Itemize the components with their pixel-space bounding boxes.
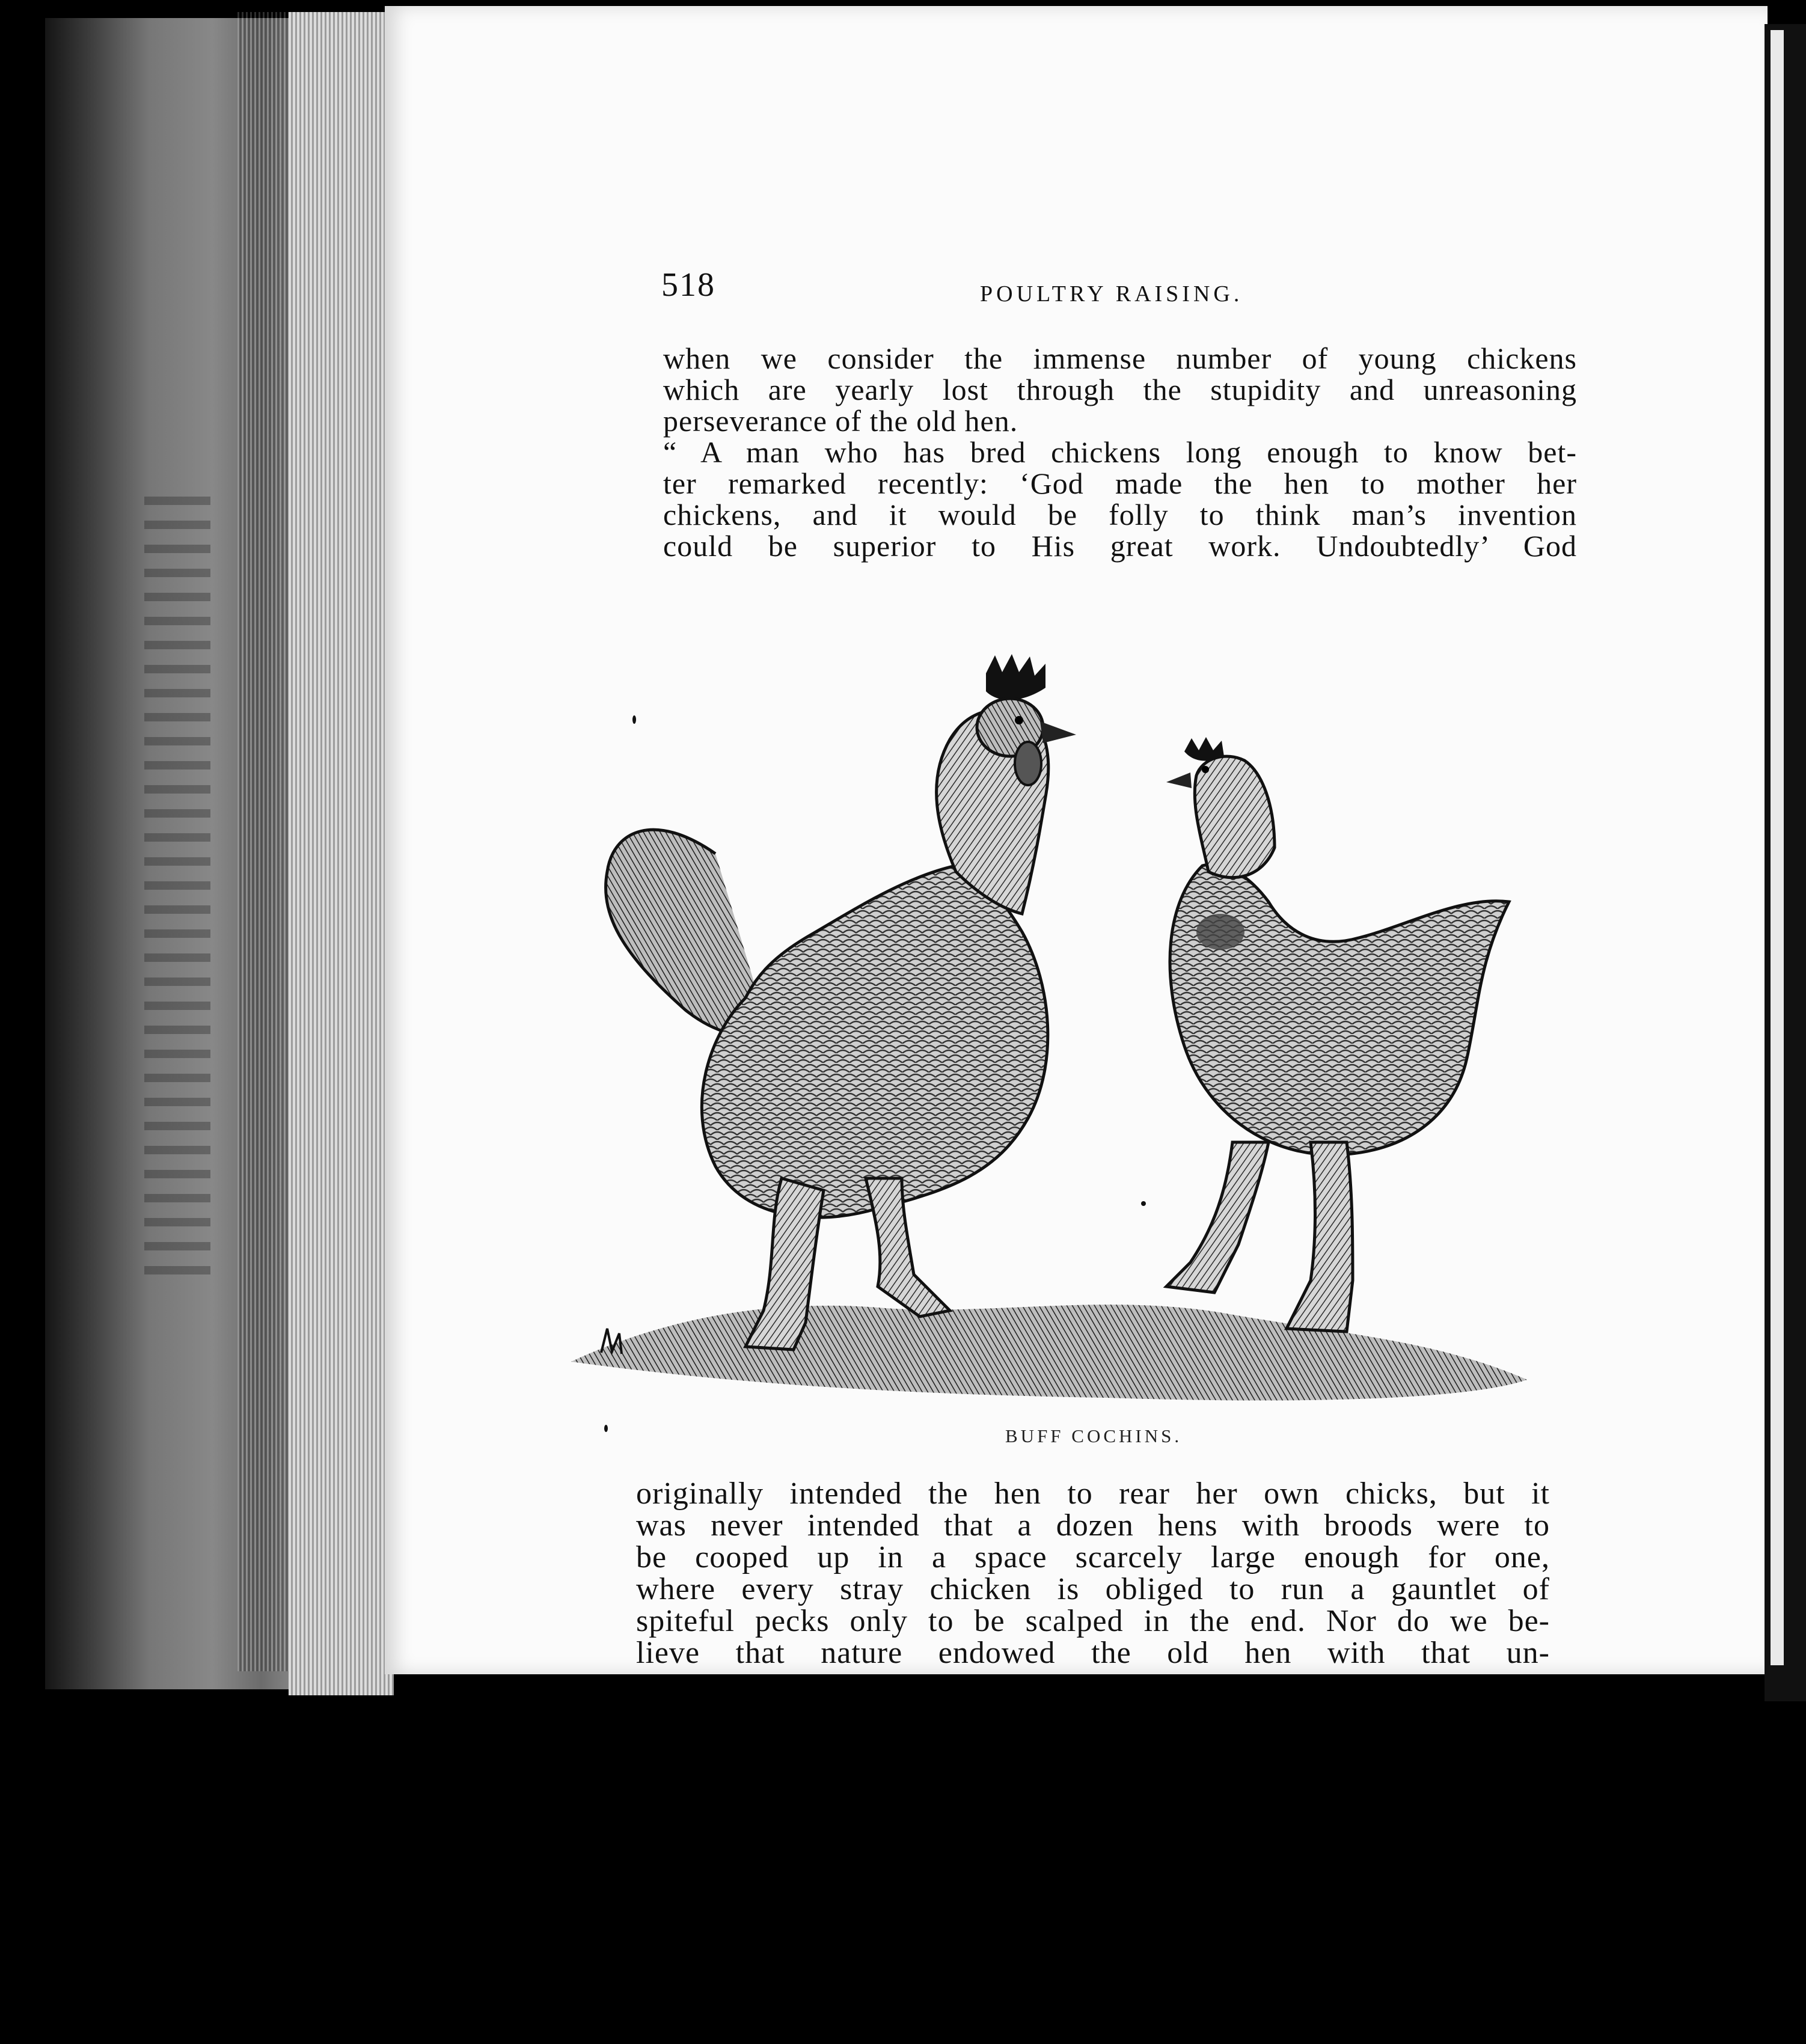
right-page-strip	[1771, 30, 1784, 1665]
text-line: was never intended that a dozen hens with broods were to	[636, 1508, 1550, 1543]
text-line: lieve that nature endowed the old hen with that un-	[636, 1636, 1550, 1670]
text-line: perseverance of the old hen.	[663, 404, 1018, 438]
paragraph-top	[663, 343, 1577, 561]
text-line: when we consider the immense number of young chickens	[663, 341, 1577, 375]
stray-mark	[1141, 1201, 1146, 1206]
text-line: “ A man who has bred chickens long enough to know bet-	[663, 435, 1577, 469]
hen	[1166, 737, 1509, 1332]
text-line: ter remarked recently: ‘God made the hen to mother her	[663, 467, 1577, 500]
figure-caption: BUFF COCHINS.	[1005, 1425, 1183, 1446]
text-line: could be superior to His great work. Undoubtedly’ God	[663, 529, 1577, 563]
rooster	[606, 654, 1076, 1350]
hen-comb	[1184, 737, 1224, 761]
page-stack	[289, 12, 394, 1695]
text-line: be cooped up in a space scarcely large enough for one,	[636, 1540, 1550, 1574]
text-line: chickens, and it would be folly to think man’s invention	[663, 498, 1577, 531]
text-line: where every stray chicken is obliged to run a gauntlet of	[636, 1572, 1550, 1606]
stray-mark	[632, 715, 636, 724]
text-line: which are yearly lost through the stupidity and unreasoning	[663, 373, 1577, 406]
text-line: spiteful pecks only to be scalped in the end. Nor do we be-	[636, 1604, 1550, 1638]
rooster-comb	[986, 654, 1045, 700]
page-number: 518	[661, 266, 715, 304]
text-line: originally intended the hen to rear her own chicks, but it	[636, 1476, 1550, 1511]
spine-marks	[144, 493, 210, 1274]
running-head: POULTRY RAISING.	[980, 281, 1243, 307]
chickens-engraving	[565, 649, 1575, 1425]
ground	[571, 1305, 1527, 1400]
stray-mark	[604, 1425, 608, 1432]
buff-cochins-illustration	[565, 649, 1575, 1425]
paragraph-bottom	[636, 1478, 1550, 1669]
